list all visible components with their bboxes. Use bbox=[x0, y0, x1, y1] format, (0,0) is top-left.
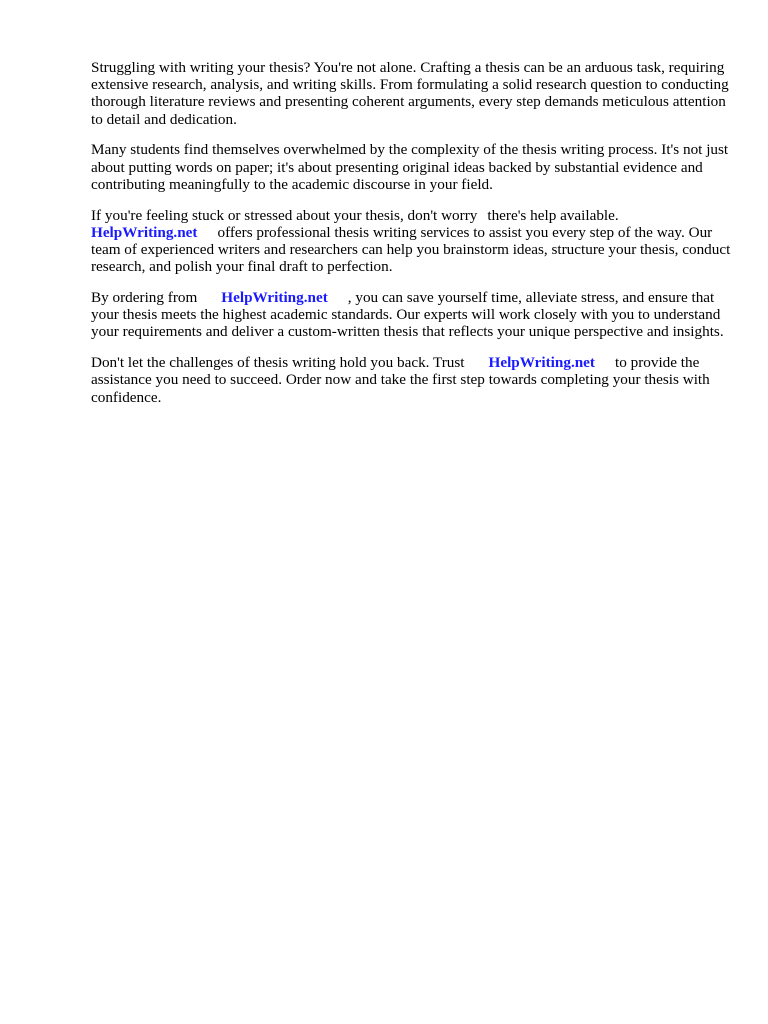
helpwriting-link[interactable]: HelpWriting.net bbox=[488, 354, 595, 372]
helpwriting-link[interactable]: HelpWriting.net bbox=[221, 289, 328, 307]
paragraph-ordering bbox=[91, 289, 731, 341]
paragraph-trust-text-end: to provide the assistance you need to succeed. Order now and take the first step towards completing your thesis with confidence. bbox=[91, 354, 710, 406]
paragraph-help-text-start: If you're feeling stuck or stressed about your thesis, don't worry bbox=[91, 206, 478, 224]
paragraph-trust-text-start: Don't let the challenges of thesis writing hold you back. Trust bbox=[91, 354, 465, 372]
paragraph-ordering-text-start: By ordering from bbox=[91, 289, 198, 307]
paragraph-ordering-text-end: , you can save yourself time, alleviate stress, and ensure that your thesis meets the highest academic standards. Our experts will work closely with you to understand your requirements and deliver a custom-written thesis that reflects your unique perspective and insights. bbox=[91, 289, 724, 341]
helpwriting-link[interactable]: HelpWriting.net bbox=[91, 223, 198, 241]
document-page bbox=[91, 59, 731, 419]
paragraph-overwhelmed-text: Many students find themselves overwhelmed by the complexity of the thesis writing process. It's not just about putting words on paper; it's about presenting original ideas backed by substantial evidence and contributing meaningfully to the academic discourse in your field. bbox=[91, 141, 729, 193]
paragraph-intro bbox=[91, 59, 731, 128]
paragraph-intro-text: Struggling with writing your thesis? You're not alone. Crafting a thesis can be an arduous task, requiring extensive research, analysis, and writing skills. From formulating a solid research question to conducting thorough literature reviews and presenting coherent arguments, every step demands meticulous attention to detail and dedication. bbox=[91, 59, 729, 128]
paragraph-help-text-mid: there's help available. bbox=[487, 206, 619, 224]
paragraph-overwhelmed bbox=[91, 141, 731, 193]
paragraph-help-available bbox=[91, 207, 731, 276]
paragraph-help-text-end: offers professional thesis writing services to assist you every step of the way. Our team of experienced writers and researchers can help you brainstorm ideas, structure your thesis, conduct research, and polish your final draft to perfection. bbox=[91, 223, 731, 276]
paragraph-trust bbox=[91, 354, 731, 406]
